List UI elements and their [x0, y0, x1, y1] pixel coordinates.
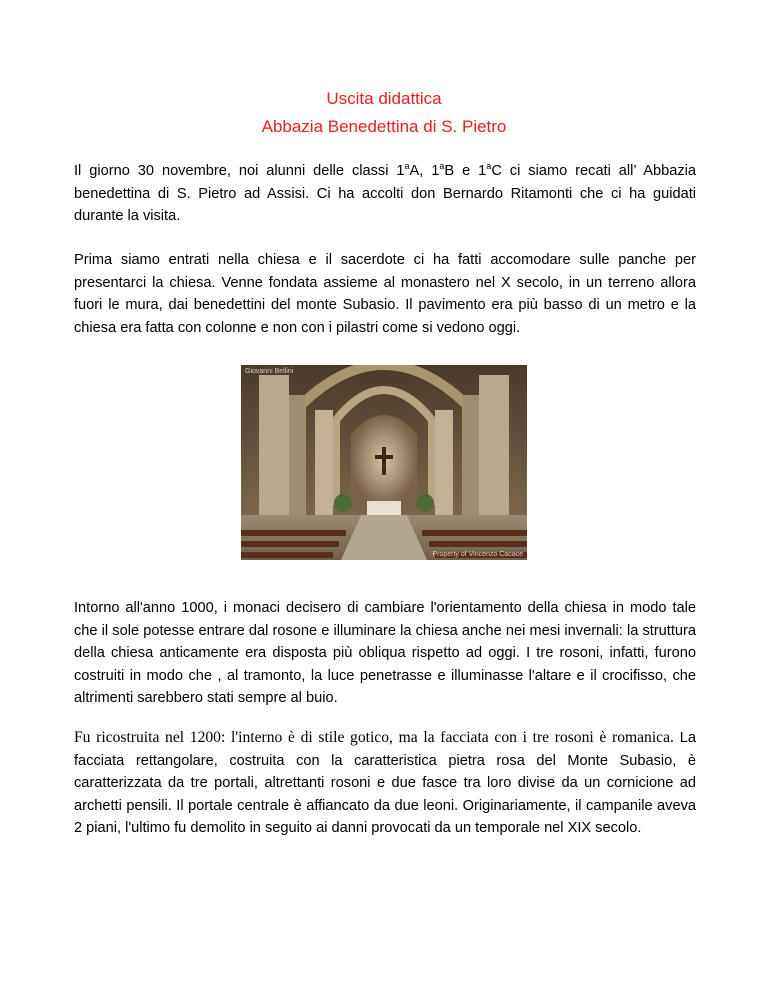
- photo-watermark-top: Giovanni Bellini: [245, 368, 294, 375]
- paragraph-orientation: Intorno all'anno 1000, i monaci decisero di cambiare l'orientamento della chiesa in modo tale che il sole potesse entrare dal rosone e illuminare la chiesa anche nei mesi invernali: la struttura della chiesa anticamente era disposta più obliqua rispetto ad oggi. I tre rosoni, infatti, furono costruiti in modo che , al tramonto, la luce penetrasse e illuminasse l'altare e il crocifisso, che altrimenti sarebbero stati sempre al buio.: [74, 600, 696, 706]
- document-subtitle: Abbazia Benedettina di S. Pietro: [261, 117, 507, 136]
- church-interior-photo: [241, 365, 527, 560]
- reconstruction-serif-text: Fu ricostruita nel 1200: l'interno è di stile gotico, ma la facciata con i tre rosoni è romanica.: [74, 729, 674, 746]
- photo-watermark-bottom: Property of Vincenzo Cacace: [432, 551, 523, 558]
- document-title: Uscita didattica: [326, 89, 442, 108]
- paragraph-intro: Il giorno 30 novembre, noi alunni delle classi 1$^a$A, 1$^a$B e 1$^a$C ci siamo recati all’ Abbazia benedettina di S. Pietro ad Assisi. Ci ha accolti don Bernardo Ritamonti che ci ha guidati durante la visita.: [74, 161, 696, 224]
- paragraph-reconstruction: [74, 727, 696, 840]
- paragraph-church-history: Prima siamo entrati nella chiesa e il sacerdote ci ha fatti accomodare sulle panche per presentarci la chiesa. Venne fondata assieme al monastero nel X secolo, in un terreno allora fuori le mura, dai benedettini del monte Subasio. Il pavimento era più basso di un metro e la chiesa era fatta con colonne e non con i pilastri come si vedono oggi.: [74, 252, 696, 336]
- reconstruction-text: La facciata rettangolare, costruita con la caratteristica pietra rosa del Monte Subasio, è caratterizzata da tre portali, altrettanti rosoni e due fasce tra loro divise da un cornicione ad archetti pensili. Il portale centrale è affiancato da due leoni. Originariamente, il campanile aveva 2 piani, l'ultimo fu demolito in seguito ai danni provocati da un temporale nel XIX secolo.: [74, 730, 696, 836]
